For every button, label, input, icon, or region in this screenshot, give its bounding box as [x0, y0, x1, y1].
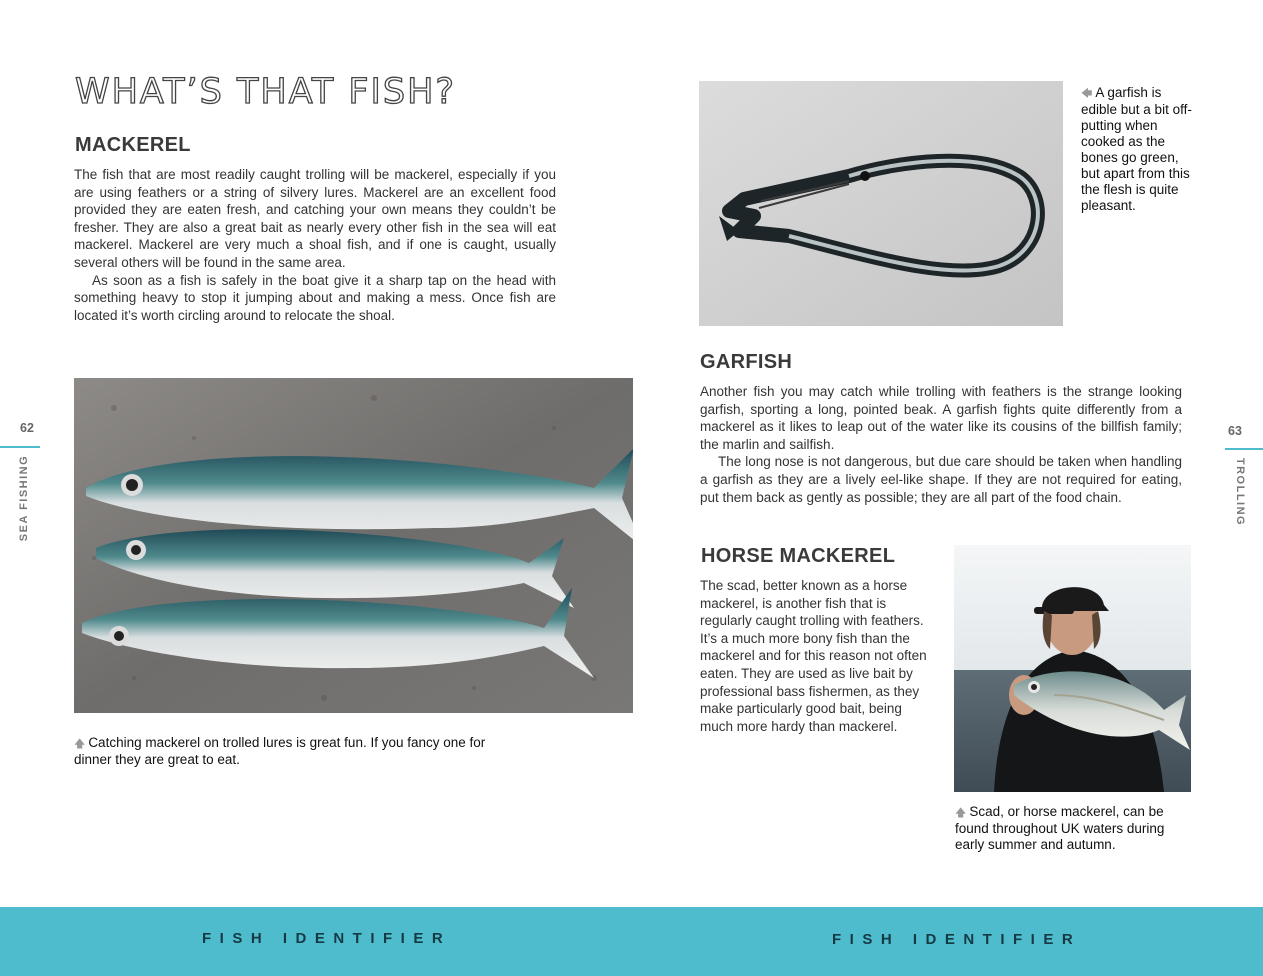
page-number-left: 62	[20, 421, 34, 435]
footer-label-left: FISH IDENTIFIER	[202, 930, 452, 947]
mackerel-heading: MACKEREL	[75, 134, 191, 156]
side-label-right: TROLLING	[1234, 457, 1246, 527]
garfish-paragraph-2: The long nose is not dangerous, but due care should be taken when handling a garfish as they are a lively eel-like shape. If they are not required for eating, put them back as gently as possible; they are all part of the food chain.	[700, 454, 1182, 505]
mackerel-caption	[74, 735, 494, 768]
horse-mackerel-body	[700, 577, 938, 735]
garfish-photo	[699, 81, 1063, 326]
horse-mackerel-heading: HORSE MACKEREL	[701, 545, 896, 567]
mackerel-paragraph-2: As soon as a fish is safely in the boat give it a sharp tap on the head with something heavy to stop it jumping about and making a mess. Once fish are located it’s worth circling around to relocate the shoal.	[74, 272, 556, 323]
side-rule-right	[1225, 448, 1263, 450]
horse-mackerel-caption-text: Scad, or horse mackerel, can be found throughout UK waters during early summer and autumn.	[955, 804, 1165, 852]
arrow-up-icon: 🡅	[955, 807, 967, 819]
side-rule-left	[0, 446, 40, 448]
horse-mackerel-caption	[955, 804, 1187, 853]
side-label-left: SEA FISHING	[18, 454, 30, 542]
garfish-caption	[1081, 85, 1193, 214]
garfish-body	[700, 383, 1182, 506]
horse-mackerel-photo	[954, 545, 1191, 792]
mackerel-caption-text: Catching mackerel on trolled lures is great fun. If you fancy one for dinner they are great to eat.	[74, 735, 486, 767]
page-title: WHAT’S THAT FISH?	[75, 72, 456, 112]
arrow-left-icon: 🡄	[1081, 88, 1093, 100]
footer-label-right: FISH IDENTIFIER	[832, 931, 1082, 948]
arrow-up-icon: 🡅	[74, 738, 86, 750]
mackerel-paragraph-1: The fish that are most readily caught trolling will be mackerel, especially if you are using feathers or a string of silvery lures. Mackerel are an excellent food provided they are eaten fresh, and catching your own means they couldn’t be fresher. They are also a great bait as nearly every other fish in the sea will eat mackerel. Mackerel are very much a shoal fish, and if one is caught, usually several others will be found in the same area.	[74, 167, 556, 270]
garfish-caption-text: A garfish is edible but a bit off-putting when cooked as the bones go green, but apart from this the flesh is quite pleasant.	[1081, 85, 1192, 213]
mackerel-photo	[74, 378, 633, 713]
horse-mackerel-paragraph: The scad, better known as a horse mackerel, is another fish that is regularly caught trolling with feathers. It’s a much more bony fish than the mackerel and for this reason not often eaten. They are used as live bait by professional bass fishermen, as they make particularly good bait, being much more hardy than mackerel.	[700, 578, 927, 734]
mackerel-body	[74, 166, 556, 324]
garfish-paragraph-1: Another fish you may catch while trolling with feathers is the strange looking garfish, sporting a long, pointed beak. A garfish fights quite differently from a mackerel as it likes to leap out of the water like its cousins of the billfish family; the marlin and sailfish.	[700, 384, 1182, 452]
garfish-heading: GARFISH	[700, 351, 793, 373]
page-number-right: 63	[1228, 424, 1242, 438]
